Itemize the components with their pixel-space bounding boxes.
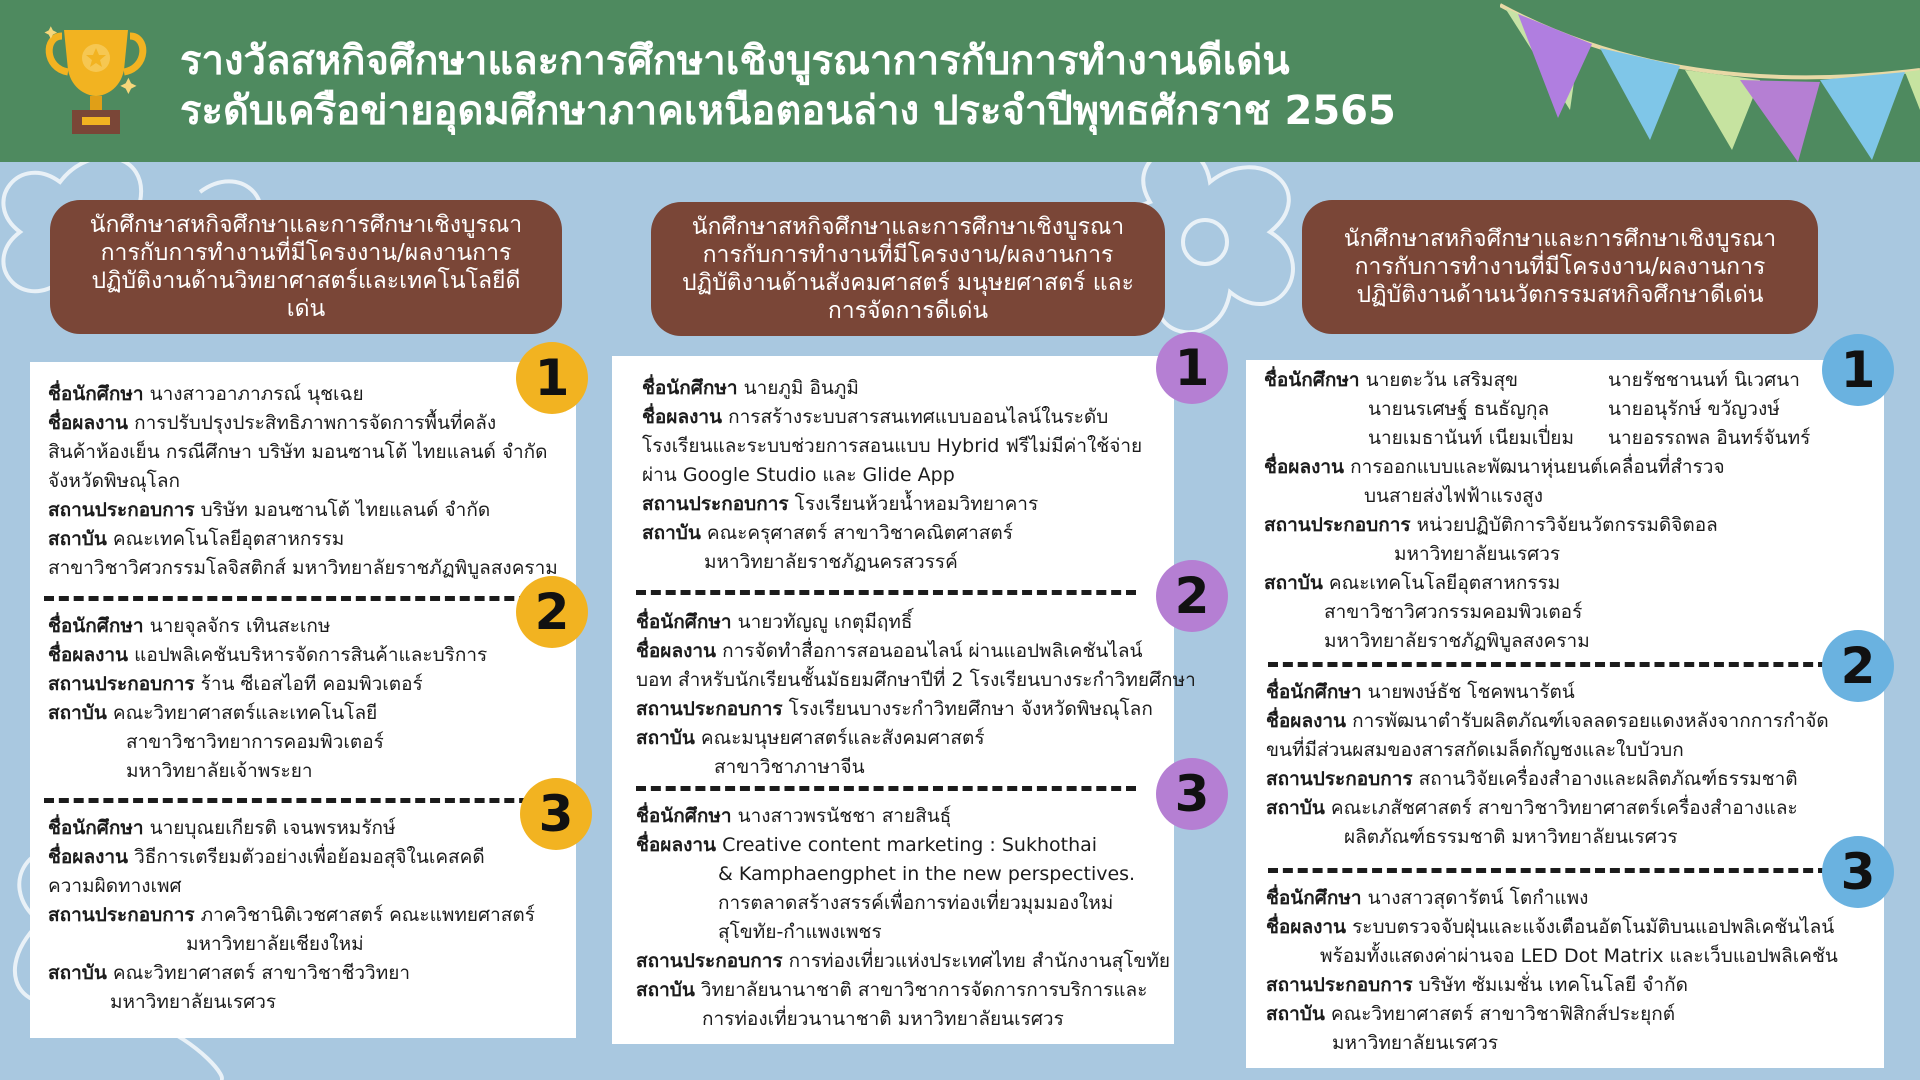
- bunting-flags-decoration: [1500, 0, 1920, 200]
- rank-badge: 2: [516, 576, 588, 648]
- category-pill-science: [50, 200, 562, 334]
- institute-label: สถาบัน: [642, 522, 701, 544]
- workplace-name-cont: มหาวิทยาลัยเชียงใหม่: [186, 933, 364, 955]
- institute-name-cont: มหาวิทยาลัยนเรศวร: [110, 991, 277, 1013]
- workplace-name: ร้าน ซีเอสไอที คอมพิวเตอร์: [200, 673, 423, 695]
- workplace-name: บริษัท มอนซานโต้ ไทยแลนด์ จำกัด: [200, 499, 491, 521]
- winners-card-social: [612, 356, 1196, 1044]
- institute-name: คณะวิทยาศาสตร์ สาขาวิชาฟิสิกส์ประยุกต์: [1330, 1003, 1676, 1025]
- workplace-label: สถานประกอบการ: [48, 499, 195, 521]
- institute-label: สถาบัน: [1266, 797, 1325, 819]
- rank-badge: 1: [1156, 332, 1228, 404]
- workplace-label: สถานประกอบการ: [636, 950, 783, 972]
- winners-card-innovation: [1246, 360, 1884, 1068]
- rank-badge: 3: [520, 778, 592, 850]
- divider: [1268, 868, 1828, 873]
- rank-badge: 1: [1822, 334, 1894, 406]
- page-title: [180, 36, 1396, 136]
- divider: [636, 786, 1136, 791]
- workplace-label: สถานประกอบการ: [636, 698, 783, 720]
- student-label: ชื่อนักศึกษา: [1266, 681, 1362, 703]
- project-title: การสร้างระบบสารสนเทศแบบออนไลน์ในระดับ: [728, 406, 1109, 428]
- trophy-icon: [42, 22, 150, 140]
- winner-entry: [636, 802, 1170, 1034]
- project-label: ชื่อผลงาน: [636, 834, 717, 856]
- institute-name: คณะวิทยาศาสตร์ สาขาวิชาชีววิทยา: [112, 962, 411, 984]
- project-label: ชื่อผลงาน: [636, 640, 717, 662]
- project-title: การจัดทำสื่อการสอนออนไลน์ ผ่านแอปพลิเคชันไลน์: [722, 640, 1143, 662]
- project-title: แอปพลิเคชันบริหารจัดการสินค้าและบริการ: [134, 644, 488, 666]
- project-title-cont: สินค้าห้องเย็น กรณีศึกษา บริษัท มอนซานโต้ ไทยแลนด์ จำกัด: [48, 441, 548, 463]
- project-title-cont: ผ่าน Google Studio และ Glide App: [642, 464, 955, 486]
- institute-name-cont: สาขาวิชาวิศวกรรมคอมพิวเตอร์: [1324, 601, 1583, 623]
- project-label: ชื่อผลงาน: [1266, 710, 1347, 732]
- rank-badge: 1: [516, 342, 588, 414]
- winner-entry: [1266, 678, 1829, 852]
- winner-entry: [1266, 884, 1838, 1058]
- institute-name-cont: สาขาวิชาวิทยาการคอมพิวเตอร์: [126, 731, 384, 753]
- institute-name: วิทยาลัยนานาชาติ สาขาวิชาการจัดการการบริการและ: [700, 979, 1148, 1001]
- workplace-name: โรงเรียนบางระกำวิทยศึกษา จังหวัดพิษณุโลก: [788, 698, 1153, 720]
- page-title-line-1: รางวัลสหกิจศึกษาและการศึกษาเชิงบูรณาการกับการทำงานดีเด่น: [180, 38, 1290, 84]
- institute-label: สถาบัน: [48, 528, 107, 550]
- institute-name-cont: ผลิตภัณฑ์ธรรมชาติ มหาวิทยาลัยนเรศวร: [1344, 826, 1678, 848]
- rank-badge: 3: [1822, 836, 1894, 908]
- divider: [636, 590, 1136, 595]
- student-name: นางสาวอาภาภรณ์ นุชเฉย: [149, 383, 364, 405]
- category-title: นักศึกษาสหกิจศึกษาและการศึกษาเชิงบูรณา การกับการทำงานที่มีโครงงาน/ผลงานการ ปฏิบัติงานด้านนวัตกรรมสหกิจศึกษาดีเด่น: [1343, 226, 1777, 308]
- student-label: ชื่อนักศึกษา: [636, 611, 732, 633]
- workplace-name: ภาควิชานิติเวชศาสตร์ คณะแพทยศาสตร์: [200, 904, 535, 926]
- winner-entry: [48, 814, 535, 1017]
- institute-name-cont: การท่องเที่ยวนานาชาติ มหาวิทยาลัยนเรศวร: [702, 1008, 1064, 1030]
- student-name: นายบุณยเกียรติ เจนพรหมรักษ์: [149, 817, 396, 839]
- institute-name: คณะเทคโนโลยีอุตสาหกรรม: [1328, 572, 1561, 594]
- header-banner: [0, 0, 1920, 162]
- project-label: ชื่อผลงาน: [48, 412, 129, 434]
- institute-name-cont: สาขาวิชาภาษาจีน: [714, 756, 865, 778]
- project-title-cont: ขนที่มีส่วนผสมของสารสกัดเมล็ดกัญชงและใบบัวบก: [1266, 739, 1684, 761]
- institute-label: สถาบัน: [1264, 572, 1323, 594]
- winner-entry: [636, 608, 1196, 782]
- workplace-label: สถานประกอบการ: [642, 493, 789, 515]
- student-name: นายตะวัน เสริมสุข: [1365, 369, 1519, 391]
- winner-entry-co-students: [1608, 366, 1810, 453]
- student-label: ชื่อนักศึกษา: [642, 377, 738, 399]
- student-label: ชื่อนักศึกษา: [1264, 369, 1360, 391]
- institute-name: คณะครุศาสตร์ สาขาวิชาคณิตศาสตร์: [706, 522, 1013, 544]
- workplace-name: สถานวิจัยเครื่องสำอางและผลิตภัณฑ์ธรรมชาติ: [1418, 768, 1798, 790]
- category-pill-social: [651, 202, 1165, 336]
- winner-entry: [48, 380, 558, 583]
- project-title: วิธีการเตรียมตัวอย่างเพื่อย้อมอสุจิในเคสคดี: [134, 846, 485, 868]
- student-label: ชื่อนักศึกษา: [48, 817, 144, 839]
- project-title-cont: บอท สำหรับนักเรียนชั้นมัธยมศึกษาปีที่ 2 โรงเรียนบางระกำวิทยศึกษา: [636, 669, 1196, 691]
- institute-label: สถาบัน: [48, 702, 107, 724]
- institute-name-cont: มหาวิทยาลัยนเรศวร: [1332, 1032, 1499, 1054]
- student-label: ชื่อนักศึกษา: [48, 615, 144, 637]
- page-title-line-2: ระดับเครือข่ายอุดมศึกษาภาคเหนือตอนล่าง ประจำปีพุทธศักราช 2565: [180, 88, 1396, 134]
- student-name: นายจุลจักร เทินสะเกษ: [149, 615, 331, 637]
- project-label: ชื่อผลงาน: [48, 644, 129, 666]
- student-name-extra: นายนรเศษฐ์ ธนธัญกุล: [1368, 398, 1550, 420]
- divider: [44, 798, 544, 803]
- institute-name: คณะเภสัชศาสตร์ สาขาวิชาวิทยาศาสตร์เครื่องสำอางและ: [1330, 797, 1798, 819]
- project-title: การออกแบบและพัฒนาหุ่นยนต์เคลื่อนที่สำรวจ: [1350, 456, 1725, 478]
- institute-label: สถาบัน: [48, 962, 107, 984]
- rank-badge: 2: [1822, 630, 1894, 702]
- project-title: ระบบตรวจจับฝุ่นและแจ้งเตือนอัตโนมัติบนแอปพลิเคชันไลน์: [1352, 916, 1835, 938]
- student-label: ชื่อนักศึกษา: [1266, 887, 1362, 909]
- project-title-cont: ความผิดทางเพศ: [48, 875, 182, 897]
- institute-name-cont: สาขาวิชาวิศวกรรมโลจิสติกส์ มหาวิทยาลัยราชภัฏพิบูลสงคราม: [48, 557, 558, 579]
- workplace-name-cont: มหาวิทยาลัยนเรศวร: [1394, 543, 1561, 565]
- workplace-label: สถานประกอบการ: [48, 673, 195, 695]
- institute-name: คณะวิทยาศาสตร์และเทคโนโลยี: [112, 702, 378, 724]
- institute-label: สถาบัน: [636, 979, 695, 1001]
- category-title: นักศึกษาสหกิจศึกษาและการศึกษาเชิงบูรณา การกับการทำงานที่มีโครงงาน/ผลงานการ ปฏิบัติงานด้านสังคมศาสตร์ มนุษยศาสตร์ และ การจัดการดีเด่น: [682, 214, 1134, 324]
- rank-badge: 3: [1156, 758, 1228, 830]
- student-name: นายภูมิ อินภูมิ: [743, 377, 859, 399]
- student-name-extra: นายอนุรักษ์ ขวัญวงษ์: [1608, 398, 1780, 420]
- project-title-cont: บนสายส่งไฟฟ้าแรงสูง: [1364, 485, 1544, 507]
- student-name-extra: นายอรรถพล อินทร์จันทร์: [1608, 427, 1811, 449]
- student-label: ชื่อนักศึกษา: [636, 805, 732, 827]
- institute-label: สถาบัน: [636, 727, 695, 749]
- project-label: ชื่อผลงาน: [1266, 916, 1347, 938]
- category-title: นักศึกษาสหกิจศึกษาและการศึกษาเชิงบูรณา การกับการทำงานที่มีโครงงาน/ผลงานการ ปฏิบัติงานด้านวิทยาศาสตร์และเทคโนโลยีดีเด่น: [89, 212, 523, 322]
- project-label: ชื่อผลงาน: [1264, 456, 1345, 478]
- student-name: นางสาวสุดารัตน์ โตกำแพง: [1367, 887, 1589, 909]
- project-title-cont: จังหวัดพิษณุโลก: [48, 470, 180, 492]
- project-title: การปรับปรุงประสิทธิภาพการจัดการพื้นที่คลัง: [134, 412, 497, 434]
- institute-name: คณะมนุษยศาสตร์และสังคมศาสตร์: [700, 727, 985, 749]
- student-name: นางสาวพรนัชชา สายสินธุ์: [737, 805, 952, 827]
- workplace-label: สถานประกอบการ: [1264, 514, 1411, 536]
- student-name: นายวทัญญู เกตุมีฤทธิ์: [737, 611, 913, 633]
- student-name-extra: นายรัชชานนท์ นิเวศนา: [1608, 369, 1800, 391]
- project-title-cont: & Kamphaengphet in the new perspectives.: [718, 863, 1136, 885]
- institute-name-cont: มหาวิทยาลัยราชภัฏพิบูลสงคราม: [1324, 630, 1590, 652]
- workplace-name: การท่องเที่ยวแห่งประเทศไทย สำนักงานสุโขทัย: [788, 950, 1171, 972]
- project-title: Creative content marketing : Sukhothai: [722, 834, 1098, 856]
- institute-name: คณะเทคโนโลยีอุตสาหกรรม: [112, 528, 345, 550]
- student-name: นายพงษ์ธัช โชคพนารัตน์: [1367, 681, 1575, 703]
- category-pill-innovation: [1302, 200, 1818, 334]
- student-label: ชื่อนักศึกษา: [48, 383, 144, 405]
- project-title: การพัฒนาตำรับผลิตภัณฑ์เจลลดรอยแดงหลังจากการกำจัด: [1352, 710, 1829, 732]
- workplace-name: บริษัท ซัมเมชั่น เทคโนโลยี จำกัด: [1418, 974, 1688, 996]
- workplace-label: สถานประกอบการ: [1266, 974, 1413, 996]
- workplace-label: สถานประกอบการ: [1266, 768, 1413, 790]
- institute-name-cont: มหาวิทยาลัยราชภัฏนครสวรรค์: [704, 551, 958, 573]
- divider: [1268, 662, 1828, 667]
- institute-label: สถาบัน: [1266, 1003, 1325, 1025]
- student-name-extra: นายเมธานันท์ เนียมเปี่ยม: [1368, 427, 1574, 449]
- workplace-label: สถานประกอบการ: [48, 904, 195, 926]
- project-title-cont: พร้อมทั้งแสดงค่าผ่านจอ LED Dot Matrix และเว็บแอปพลิเคชัน: [1320, 945, 1838, 967]
- divider: [44, 596, 544, 601]
- rank-badge: 2: [1156, 560, 1228, 632]
- winners-card-science: [30, 362, 576, 1038]
- winner-entry: [48, 612, 487, 786]
- project-title-cont: สุโขทัย-กำแพงเพชร: [718, 921, 882, 943]
- winner-entry: [642, 374, 1142, 577]
- project-label: ชื่อผลงาน: [642, 406, 723, 428]
- workplace-name: โรงเรียนห้วยน้ำหอมวิทยาคาร: [794, 493, 1039, 515]
- workplace-name: หน่วยปฏิบัติการวิจัยนวัตกรรมดิจิตอล: [1416, 514, 1718, 536]
- project-title-cont: โรงเรียนและระบบช่วยการสอนแบบ Hybrid ฟรีไม่มีค่าใช้จ่าย: [642, 435, 1143, 457]
- institute-name-cont: มหาวิทยาลัยเจ้าพระยา: [126, 760, 313, 782]
- project-title-cont: การตลาดสร้างสรรค์เพื่อการท่องเที่ยวมุมมองใหม่: [718, 892, 1114, 914]
- project-label: ชื่อผลงาน: [48, 846, 129, 868]
